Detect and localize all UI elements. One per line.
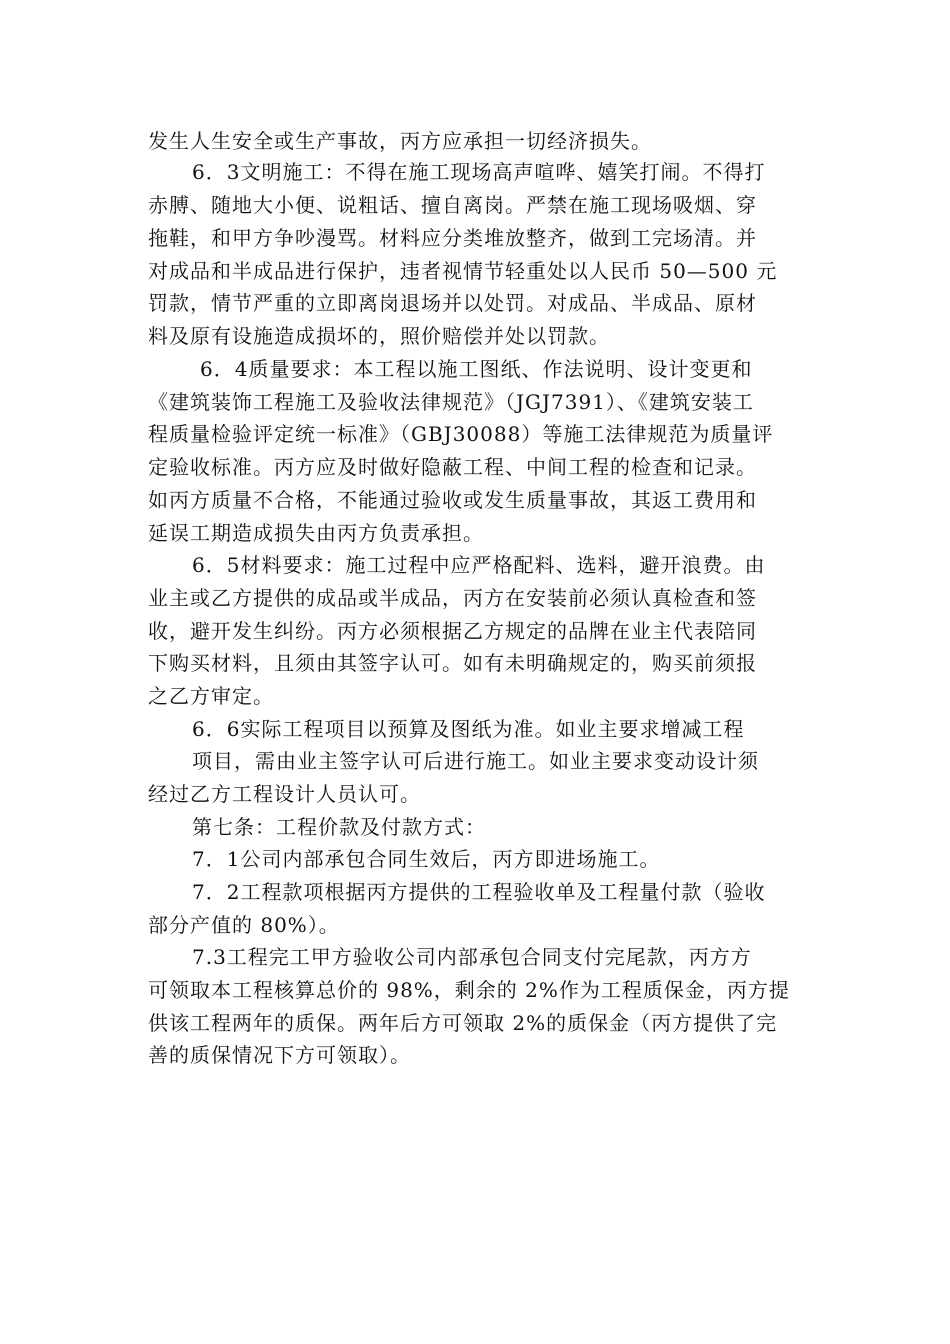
text-line: 赤膊、随地大小便、说粗话、擅自离岗。严禁在施工现场吸烟、穿 (148, 193, 757, 217)
text-line: 7．2工程款项根据丙方提供的工程验收单及工程量付款（验收 (192, 880, 766, 904)
text-line: 收，避开发生纠纷。丙方必须根据乙方规定的品牌在业主代表陪同 (148, 619, 757, 643)
text-line: 7.3工程完工甲方验收公司内部承包合同支付完尾款，丙方方 (192, 945, 752, 969)
text-line: 6．6实际工程项目以预算及图纸为准。如业主要求增减工程 (192, 717, 745, 741)
text-line: 程质量检验评定统一标准》（GBJ30088）等施工法律规范为质量评 (148, 422, 774, 446)
section-heading: 第七条：工程价款及付款方式： (192, 815, 486, 839)
text-line: 料及原有设施造成损坏的，照价赔偿并处以罚款。 (148, 324, 610, 348)
text-line: 如丙方质量不合格，不能通过验收或发生质量事故，其返工费用和 (148, 488, 757, 512)
text-line: 拖鞋，和甲方争吵漫骂。材料应分类堆放整齐，做到工完场清。并 (148, 226, 757, 250)
text-line: 项目，需由业主签字认可后进行施工。如业主要求变动设计须 (192, 749, 759, 773)
text-line: 业主或乙方提供的成品或半成品，丙方在安装前必须认真检查和签 (148, 586, 757, 610)
text-line: 6．3文明施工：不得在施工现场高声喧哗、嬉笑打闹。不得打 (192, 160, 766, 184)
text-line: 供该工程两年的质保。两年后方可领取 2%的质保金（丙方提供了完 (148, 1011, 778, 1035)
text-line: 6．4质量要求：本工程以施工图纸、作法说明、设计变更和 (200, 357, 753, 381)
text-line: 发生人生安全或生产事故，丙方应承担一切经济损失。 (148, 129, 652, 153)
text-line: 经过乙方工程设计人员认可。 (148, 782, 421, 806)
text-line: 7．1公司内部承包合同生效后，丙方即进场施工。 (192, 847, 661, 871)
text-line: 之乙方审定。 (148, 684, 274, 708)
text-line: 定验收标准。丙方应及时做好隐蔽工程、中间工程的检查和记录。 (148, 455, 757, 479)
text-line: 《建筑装饰工程施工及验收法律规范》（JGJ7391）、《建筑安装工 (148, 390, 754, 414)
text-line: 下购买材料，且须由其签字认可。如有未明确规定的，购买前须报 (148, 651, 757, 675)
text-line: 部分产值的 80%）。 (148, 913, 340, 937)
text-line: 对成品和半成品进行保护，违者视情节轻重处以人民币 50—500 元 (148, 259, 778, 283)
text-line: 可领取本工程核算总价的 98%，剩余的 2%作为工程质保金，丙方提 (148, 978, 790, 1002)
text-line: 善的质保情况下方可领取）。 (148, 1043, 411, 1067)
text-line: 6．5材料要求：施工过程中应严格配料、选料，避开浪费。由 (192, 553, 766, 577)
text-line: 罚款，情节严重的立即离岗退场并以处罚。对成品、半成品、原材 (148, 291, 757, 315)
text-line: 延误工期造成损失由丙方负责承担。 (148, 521, 484, 545)
